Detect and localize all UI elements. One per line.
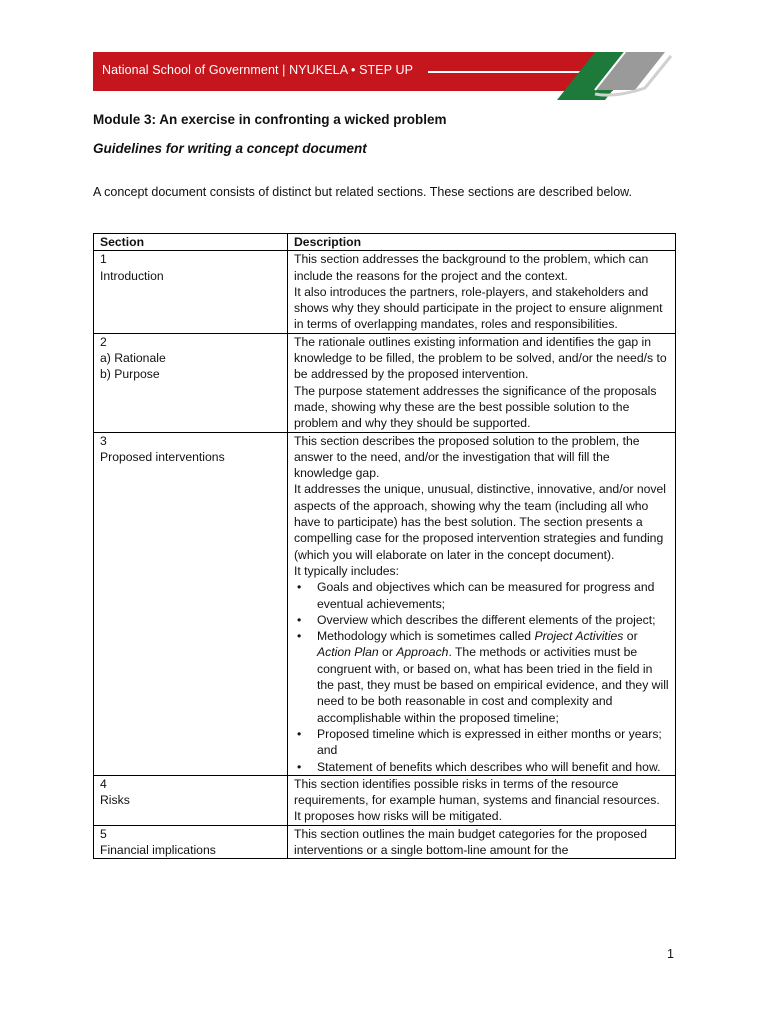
list-item-text: Methodology which is sometimes called bbox=[317, 629, 535, 644]
section-cell bbox=[94, 333, 288, 432]
list-item-emphasis: Approach bbox=[396, 645, 449, 660]
description-paragraph: This section outlines the main budget categories for the proposed interventions or a single bottom-line amount for the bbox=[294, 826, 647, 857]
description-paragraph: It typically includes: bbox=[294, 563, 399, 578]
table-row bbox=[94, 825, 676, 859]
description-cell bbox=[288, 775, 676, 825]
list-item-text: or bbox=[623, 629, 638, 644]
description-cell bbox=[288, 333, 676, 432]
concept-sections-table bbox=[93, 233, 676, 859]
description-cell bbox=[288, 432, 676, 775]
section-number: 3 bbox=[100, 433, 107, 448]
description-paragraph: This section describes the proposed solution to the problem, the answer to the need, and/or the investigation that will fill the knowledge gap. bbox=[294, 433, 640, 481]
list-item bbox=[317, 628, 669, 726]
page-number: 1 bbox=[667, 947, 674, 961]
header-banner bbox=[93, 52, 613, 91]
section-cell bbox=[94, 825, 288, 859]
section-label: Risks bbox=[100, 793, 130, 808]
list-item-text: or bbox=[378, 645, 397, 660]
description-paragraph: This section identifies possible risks in terms of the resource requirements, for example human, systems and financial resources. It proposes how risks will be mitigated. bbox=[294, 776, 660, 824]
column-header-description: Description bbox=[288, 234, 676, 251]
table-row bbox=[94, 333, 676, 432]
table-row bbox=[94, 251, 676, 333]
section-number: 5 bbox=[100, 826, 107, 841]
list-item: • Goals and objectives which can be measured for progress and eventual achievements; bbox=[317, 579, 669, 612]
list-item-emphasis: Action Plan bbox=[317, 645, 379, 660]
table-header-row bbox=[94, 234, 676, 251]
description-paragraph: It also introduces the partners, role-players, and stakeholders and shows why they should participate in the project to ensure alignment in terms of overlapping mandates, roles and responsibilities. bbox=[294, 284, 663, 332]
section-label: b) Purpose bbox=[100, 367, 160, 382]
column-header-section: Section bbox=[94, 234, 288, 251]
includes-list bbox=[294, 579, 669, 775]
nsg-logo-icon bbox=[555, 42, 675, 112]
list-item-emphasis: Project Activities bbox=[534, 629, 624, 644]
list-item-text: . The methods or activities must be congruent with, or based on, what has been tried in the field in the past, they must be based on empirical evidence, and they will need to be both reasonable in cost and complexity and accomplishable within the proposed timeline; bbox=[317, 645, 669, 725]
list-item: • Proposed timeline which is expressed in either months or years; and bbox=[317, 726, 669, 759]
section-cell bbox=[94, 432, 288, 775]
description-paragraph: The rationale outlines existing information and identifies the gap in knowledge to be filled, the problem to be solved, and/or the need/s to be addressed by the proposed intervention. bbox=[294, 334, 667, 382]
description-paragraph: It addresses the unique, unusual, distinctive, innovative, and/or novel aspects of the approach, showing why the team (including all who have to participate) has the best solution. The section presents a compelling case for the proposed intervention strategies and funding (which you will elaborate on later in the concept document). bbox=[294, 482, 666, 562]
module-title: Module 3: An exercise in confronting a wicked problem bbox=[93, 112, 447, 127]
guidelines-title: Guidelines for writing a concept document bbox=[93, 141, 367, 156]
banner-title: National School of Government | NYUKELA • STEP UP bbox=[102, 63, 414, 77]
section-label: Financial implications bbox=[100, 842, 216, 857]
section-cell bbox=[94, 251, 288, 333]
description-paragraph: The purpose statement addresses the significance of the proposals made, showing why these are the best possible solution to the problem and why they should be supported. bbox=[294, 383, 657, 431]
section-label: Proposed interventions bbox=[100, 449, 225, 464]
section-label: Introduction bbox=[100, 268, 164, 283]
description-cell bbox=[288, 825, 676, 859]
section-cell bbox=[94, 775, 288, 825]
section-number: 1 bbox=[100, 252, 107, 267]
section-number: 4 bbox=[100, 776, 107, 791]
section-label: a) Rationale bbox=[100, 351, 166, 366]
description-paragraph: This section addresses the background to the problem, which can include the reasons for the project and the context. bbox=[294, 252, 649, 283]
list-item: • Statement of benefits which describes who will benefit and how. bbox=[317, 759, 669, 775]
table-row bbox=[94, 432, 676, 775]
table-row bbox=[94, 775, 676, 825]
list-item: • Overview which describes the different elements of the project; bbox=[317, 612, 669, 628]
section-number: 2 bbox=[100, 334, 107, 349]
intro-text: A concept document consists of distinct but related sections. These sections are described below. bbox=[93, 185, 632, 199]
description-cell bbox=[288, 251, 676, 333]
